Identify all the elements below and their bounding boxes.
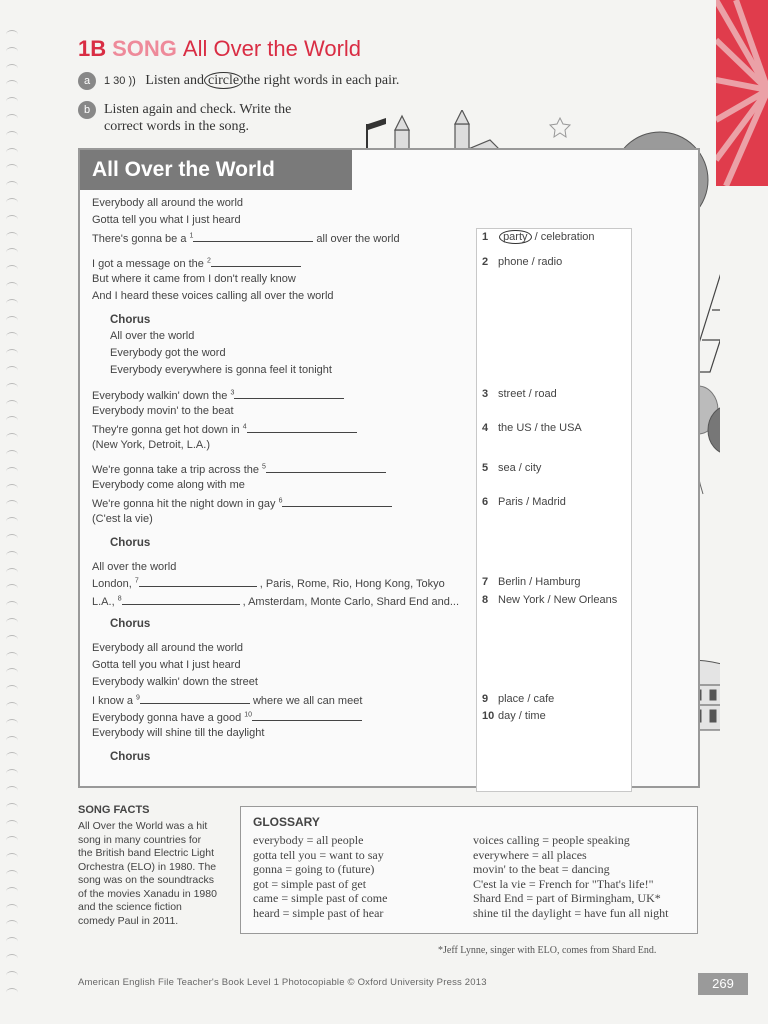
- answer-item: [482, 496, 566, 508]
- spiral-ring: [6, 836, 18, 845]
- gap-number: 10: [244, 711, 253, 719]
- spiral-ring: [6, 719, 18, 728]
- lyric-line: [92, 659, 241, 671]
- instruction-a: [78, 72, 399, 90]
- spiral-ring: [6, 30, 18, 39]
- answer-number: 5: [482, 462, 489, 474]
- glossary-box: [240, 806, 698, 934]
- lyric-text: All over the world: [110, 330, 195, 342]
- spiral-ring: [6, 584, 18, 593]
- gap-number: 6: [278, 497, 283, 505]
- glossary-entry: C'est la vie = French for "That's life!": [473, 876, 654, 891]
- spiral-ring: [6, 568, 18, 577]
- chorus-label: Chorus: [110, 618, 151, 630]
- spiral-ring: [6, 484, 18, 493]
- answer-text: phone / radio: [498, 256, 563, 268]
- spiral-ring: [6, 148, 18, 157]
- spiral-ring: [6, 752, 18, 761]
- answer-number: 9: [482, 693, 489, 705]
- answer-number: 6: [482, 496, 489, 508]
- glossary-entry: gonna = going to (future): [253, 862, 375, 877]
- fill-in-blank[interactable]: [234, 388, 344, 399]
- gap-number: 3: [230, 389, 235, 397]
- answer-item: [482, 693, 554, 705]
- lyric-line: [92, 388, 347, 402]
- fill-in-blank[interactable]: [211, 256, 301, 267]
- lyric-text: Everybody everywhere is gonna feel it tonight: [110, 364, 332, 376]
- lyric-line: [92, 290, 334, 302]
- answer-number: 4: [482, 422, 489, 434]
- glossary-entry: movin' to the beat = dancing: [473, 862, 610, 877]
- spiral-ring: [6, 803, 18, 812]
- spiral-ring: [6, 349, 18, 358]
- answer-column: [476, 228, 632, 792]
- lyric-text: There's gonna be a: [92, 233, 190, 245]
- answer-text: sea / city: [498, 462, 542, 474]
- gap-number: 5: [262, 463, 266, 471]
- answer-text: the US / the USA: [498, 422, 582, 434]
- song-facts-line: comedy Paul in 2011.: [78, 914, 179, 927]
- fill-in-blank[interactable]: [193, 231, 313, 242]
- spiral-ring: [6, 685, 18, 694]
- lyric-line: [92, 561, 176, 573]
- spiral-ring: [6, 232, 18, 241]
- song-facts-line: All Over the World was a hit: [78, 820, 208, 832]
- answer-number: 2: [482, 256, 489, 268]
- lyric-line: [92, 496, 395, 510]
- lyric-line: [92, 231, 400, 245]
- instruction-b-line2: correct words in the song.: [104, 119, 250, 134]
- answer-item: [482, 422, 582, 434]
- glossary-entry: voices calling = people speaking: [473, 833, 630, 847]
- spiral-ring: [6, 248, 18, 257]
- glossary-entry: heard = simple past of hear: [253, 906, 384, 920]
- lyric-text: Everybody movin' to the beat: [92, 405, 234, 417]
- answer-text: Berlin / Hamburg: [498, 576, 581, 588]
- glossary-entry: Shard End = part of Birmingham, UK*: [473, 891, 661, 906]
- spiral-ring: [6, 416, 18, 425]
- spiral-ring: [6, 282, 18, 291]
- lyric-text: Everybody all around the world: [92, 642, 244, 654]
- glossary-entry: everywhere = all places: [473, 847, 587, 862]
- lyric-text: We're gonna hit the night down in gay: [92, 498, 279, 510]
- circled-answer: party: [499, 230, 531, 244]
- lyric-line: [92, 439, 210, 451]
- lyric-text: They're gonna get hot down in: [92, 424, 243, 436]
- fill-in-blank[interactable]: [266, 462, 386, 473]
- spiral-ring: [6, 299, 18, 308]
- lyric-text: where we all can meet: [252, 695, 363, 707]
- gap-number: 4: [242, 423, 247, 431]
- spiral-ring: [6, 635, 18, 644]
- spiral-ring: [6, 64, 18, 73]
- lyric-text: London,: [92, 578, 135, 590]
- chorus-label: Chorus: [110, 537, 151, 549]
- spiral-ring: [6, 904, 18, 913]
- lyric-text: Everybody come along with me: [92, 479, 245, 491]
- lyric-text: I got a message on the: [92, 258, 207, 270]
- spiral-ring: [6, 198, 18, 207]
- lyric-text: And I heard these voices calling all over the world: [92, 290, 334, 302]
- spiral-ring: [6, 450, 18, 459]
- answer-item: [482, 231, 595, 243]
- song-title-bar: All Over the World: [80, 150, 352, 190]
- answer-number: 10: [482, 710, 495, 722]
- spiral-ring: [6, 870, 18, 879]
- spiral-ring: [6, 786, 18, 795]
- spiral-ring: [6, 114, 18, 123]
- song-facts-title: SONG FACTS: [78, 804, 150, 816]
- lyric-line: [92, 676, 258, 688]
- lyric-line: [92, 422, 360, 436]
- lyric-line: [92, 479, 245, 491]
- song-facts-line: and the science fiction: [78, 901, 182, 913]
- track-number: 1 30: [104, 75, 126, 88]
- footnote: *Jeff Lynne, singer with ELO, comes from Shard End.: [438, 945, 657, 956]
- lyric-text: I know a: [92, 695, 137, 707]
- lyric-line: [92, 462, 389, 476]
- lyric-line: [110, 347, 226, 359]
- lyric-line: [92, 513, 153, 525]
- lyric-text: , Paris, Rome, Rio, Hong Kong, Tokyo: [259, 578, 445, 590]
- lyric-text: Everybody got the word: [110, 347, 226, 359]
- spiral-ring: [6, 551, 18, 560]
- instruction-a-text1: Listen and: [145, 73, 205, 89]
- answer-item: [482, 462, 541, 474]
- answer-text: New York / New Orleans: [498, 594, 618, 606]
- answer-number: 3: [482, 388, 489, 400]
- answer-number: 8: [482, 594, 489, 606]
- spiral-ring: [6, 668, 18, 677]
- gap-number: 7: [134, 577, 139, 585]
- answer-text: / celebration: [534, 231, 595, 243]
- answer-text: day / time: [498, 710, 546, 722]
- lyric-line: [92, 693, 362, 707]
- spiral-ring: [6, 97, 18, 106]
- chorus-label: Chorus: [110, 751, 151, 763]
- answer-item: [482, 710, 546, 722]
- chorus-label: Chorus: [110, 314, 151, 326]
- answer-text: place / cafe: [498, 693, 555, 705]
- gap-number: 8: [117, 595, 122, 603]
- spiral-ring: [6, 534, 18, 543]
- glossary-title: GLOSSARY: [253, 815, 320, 829]
- song-facts-line: of the movies Xanadu in 1980: [78, 887, 217, 900]
- fill-in-blank[interactable]: [122, 594, 240, 605]
- red-sunburst-decoration: [716, 0, 768, 186]
- spiral-ring: [6, 820, 18, 829]
- lyric-line: [110, 364, 332, 376]
- spiral-ring: [6, 769, 18, 778]
- spiral-ring: [6, 383, 18, 392]
- lesson-title: All Over the World: [182, 36, 362, 61]
- glossary-entry: came = simple past of come: [253, 891, 388, 906]
- answer-number: 1: [482, 231, 489, 243]
- spiral-ring: [6, 47, 18, 56]
- glossary-entry: shine til the daylight = have fun all night: [473, 906, 669, 920]
- answer-number: 7: [482, 576, 489, 588]
- lyric-line: [92, 594, 459, 608]
- lyric-line: [92, 273, 296, 285]
- spiral-ring: [6, 971, 18, 980]
- spiral-ring: [6, 702, 18, 711]
- glossary-entry: everybody = all people: [253, 833, 364, 847]
- spiral-ring: [6, 467, 18, 476]
- spiral-ring: [6, 366, 18, 375]
- song-facts-line: the British band Electric Light: [78, 847, 214, 859]
- lyric-line: [92, 214, 241, 226]
- spiral-ring: [6, 601, 18, 610]
- spiral-ring: [6, 954, 18, 963]
- spiral-ring: [6, 433, 18, 442]
- spiral-ring: [6, 332, 18, 341]
- spiral-ring: [6, 736, 18, 745]
- spiral-ring: [6, 164, 18, 173]
- answer-item: [482, 388, 557, 400]
- glossary-entry: gotta tell you = want to say: [253, 847, 384, 862]
- fill-in-blank[interactable]: [139, 576, 257, 587]
- spiral-ring: [6, 400, 18, 409]
- lyric-line: [92, 576, 445, 590]
- badge-b: b: [78, 101, 96, 119]
- circled-word: circle: [204, 72, 243, 89]
- lyric-text: Everybody walkin' down the street: [92, 676, 258, 688]
- spiral-ring: [6, 937, 18, 946]
- footer-copyright: American English File Teacher's Book Level 1 Photocopiable © Oxford University Press 2013: [78, 977, 487, 988]
- song-facts-line: song was on the soundtracks: [78, 874, 214, 886]
- glossary-entry: got = simple past of get: [253, 876, 367, 891]
- song-facts-line: song in many countries for: [78, 833, 202, 846]
- spiral-ring: [6, 618, 18, 627]
- spiral-ring: [6, 131, 18, 140]
- page-number: 269: [698, 973, 748, 995]
- fill-in-blank[interactable]: [140, 693, 250, 704]
- spiral-ring: [6, 500, 18, 509]
- lyric-text: All over the world: [92, 561, 177, 573]
- answer-item: [482, 576, 581, 588]
- lyric-text: Gotta tell you what I just heard: [92, 214, 241, 226]
- lyric-line: [92, 405, 234, 417]
- lyric-text: Everybody all around the world: [92, 197, 244, 209]
- spiral-ring: [6, 265, 18, 274]
- lyric-text: (New York, Detroit, L.A.): [92, 439, 210, 451]
- lyric-text: all over the world: [316, 233, 400, 245]
- lyric-text: Everybody will shine till the daylight: [92, 727, 265, 739]
- lyric-line: [110, 330, 194, 342]
- audio-track-icon: 1 30 )): [104, 75, 136, 88]
- page-title: [78, 36, 361, 62]
- lyric-line: [92, 710, 365, 724]
- lesson-number: 1B: [78, 36, 107, 61]
- spiral-ring: [6, 316, 18, 325]
- answer-item: [482, 256, 562, 268]
- lyric-text: (C'est la vie): [92, 513, 153, 525]
- gap-number: 9: [136, 694, 140, 702]
- lyric-text: , Amsterdam, Monte Carlo, Shard End and...: [242, 596, 460, 608]
- spiral-binding: [6, 30, 22, 1010]
- spiral-ring: [6, 988, 18, 997]
- instruction-a-text2: the right words in each pair.: [243, 73, 400, 89]
- fill-in-blank[interactable]: [247, 422, 357, 433]
- section-label: SONG: [112, 36, 177, 61]
- lyric-line: [92, 256, 304, 270]
- lyric-line: [92, 197, 243, 209]
- lyric-text: We're gonna take a trip across the: [92, 464, 263, 476]
- gap-number: 1: [189, 232, 194, 240]
- star-icon: [550, 118, 570, 137]
- lyric-text: Everybody gonna have a good: [92, 712, 245, 724]
- instruction-b-line1: Listen again and check. Write the: [104, 102, 292, 117]
- spiral-ring: [6, 517, 18, 526]
- lyric-text: Everybody walkin' down the: [92, 390, 231, 402]
- spiral-ring: [6, 80, 18, 89]
- spiral-ring: [6, 215, 18, 224]
- lyric-text: But where it came from I don't really know: [92, 273, 296, 285]
- lyric-line: [92, 727, 264, 739]
- instruction-b: [78, 101, 291, 135]
- answer-text: street / road: [498, 388, 557, 400]
- fill-in-blank[interactable]: [252, 710, 362, 721]
- lyric-text: Gotta tell you what I just heard: [92, 659, 241, 671]
- badge-a: a: [78, 72, 96, 90]
- spiral-ring: [6, 853, 18, 862]
- gap-number: 2: [206, 257, 211, 265]
- answer-item: [482, 594, 617, 606]
- spiral-ring: [6, 652, 18, 661]
- lyric-line: [92, 642, 243, 654]
- lyric-text: L.A.,: [92, 596, 118, 608]
- fill-in-blank[interactable]: [282, 496, 392, 507]
- answer-text: Paris / Madrid: [498, 496, 566, 508]
- spiral-ring: [6, 920, 18, 929]
- spiral-ring: [6, 181, 18, 190]
- song-facts-line: Orchestra (ELO) in 1980. The: [78, 860, 217, 873]
- spiral-ring: [6, 887, 18, 896]
